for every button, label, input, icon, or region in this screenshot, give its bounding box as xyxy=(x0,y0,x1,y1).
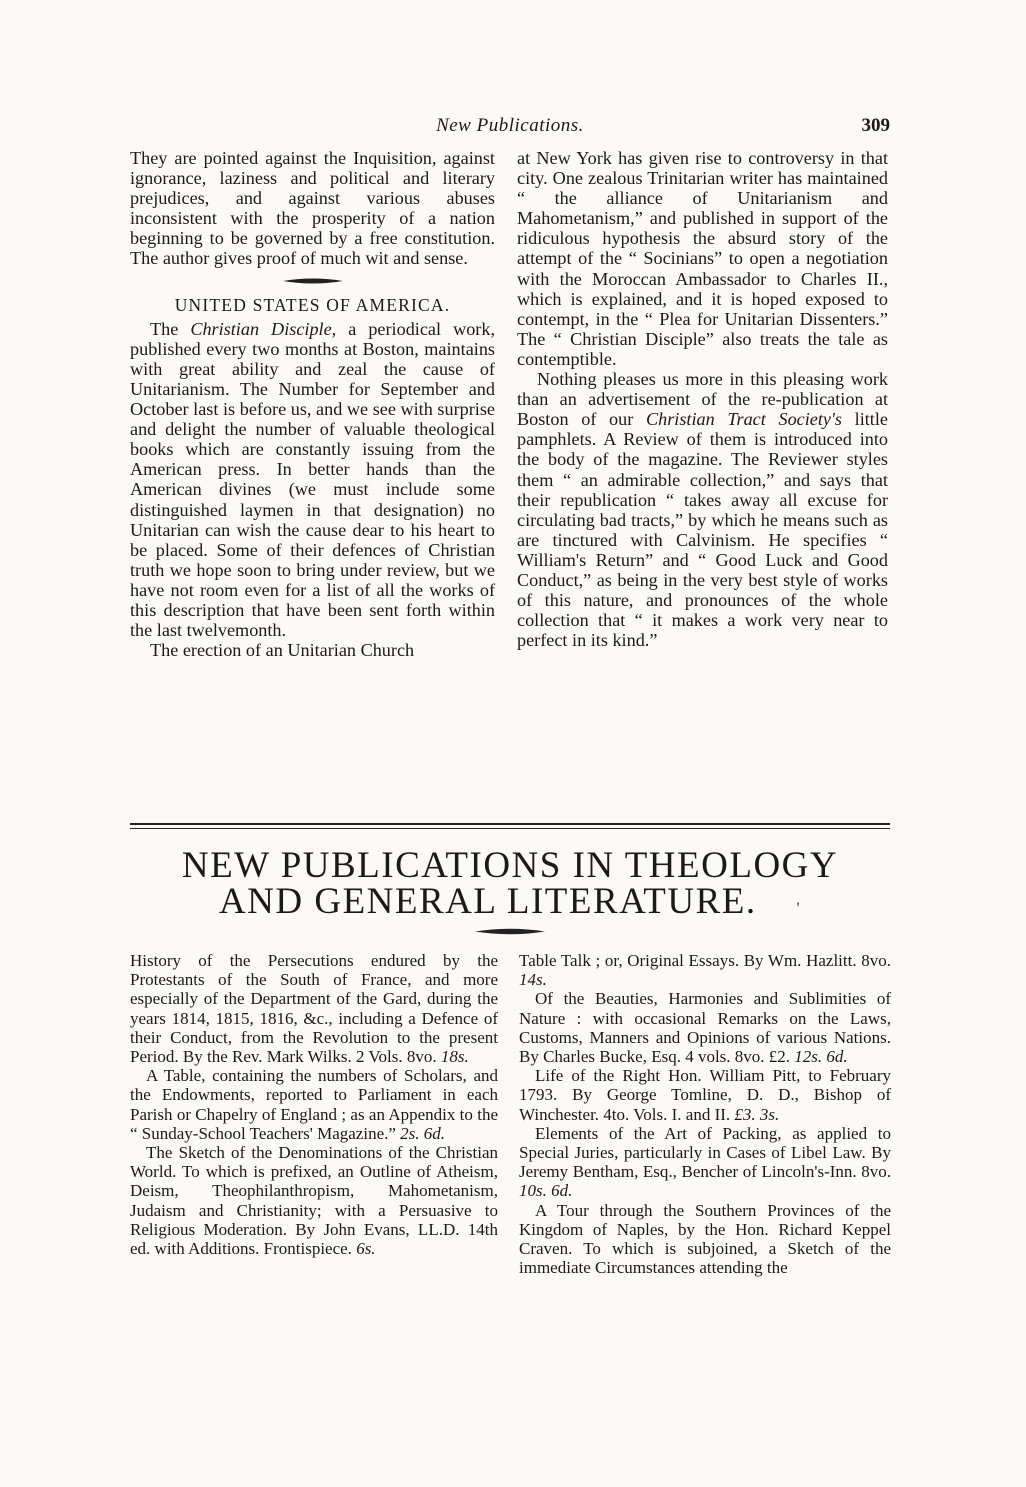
publication-entry: The Sketch of the Denominations of the Christian World. To which is prefixed, an Outline of Atheism, Deism, Theophilanthropism, Mahometanism, Judaism and Christianity; with a Persuasive to Religious Moderation. By John Evans, LL.D. 14th ed. with Additions. Frontispiece. 6s. xyxy=(130,1143,498,1259)
section-heading: UNITED STATES OF AMERICA. xyxy=(174,294,451,315)
publication-entry: Table Talk ; or, Original Essays. By Wm. Hazlitt. 8vo. 14s. xyxy=(519,951,891,990)
publication-entry: A Table, containing the numbers of Scholars, and the Endowments, reported to Parliament in each Parish or Chapelry of England ; as an Appendix to the “ Sunday-School Teachers' Magazine.” 2s. 6d. xyxy=(130,1066,498,1143)
christian-disciple-paragraph: The Christian Disciple, a periodical work, published every two months at Boston, maintains with great ability and zeal the cause of Unitarianism. The Number for September and October last is before us, and we see with surprise and delight the number of valuable theological books which are constantly issuing from the American press. In better hands than the American divines (we must include some distinguished laymen in that designation) no Unitarian can wish the cause dear to his heart to be placed. Some of their defences of Christian truth we hope soon to bring under review, but we have not room even for a list of all the works of this description that have been sent forth within the last twelvemonth. xyxy=(130,318,495,641)
publication-entry: History of the Persecutions endured by the Protestants of the South of France, and more especially of the Department of the Gard, during the years 1814, 1815, 1816, &c., including a Defence of their Conduct, from the Revolution to the present Period. By the Rev. Mark Wilks. 2 Vols. 8vo. 18s. xyxy=(130,951,498,1067)
running-head xyxy=(130,115,890,143)
page-number: 309 xyxy=(861,115,890,136)
title-ornament xyxy=(130,927,890,936)
publications-right-column xyxy=(519,951,891,1277)
top-right-column xyxy=(517,148,888,650)
publication-entry: Elements of the Art of Packing, as applied to Special Juries, particularly in Cases of Libel Law. By Jeremy Bentham, Esq., Bencher of Lincoln's-Inn. 8vo. 10s. 6d. xyxy=(519,1123,891,1201)
publication-entry: Life of the Right Hon. William Pitt, to February 1793. By George Tomline, D. D., Bishop of Winchester. 4to. Vols. I. and II. £3. 3s. xyxy=(519,1066,891,1124)
double-rule xyxy=(130,823,890,829)
publication-entry: A Tour through the Southern Provinces of the Kingdom of Naples, by the Hon. Richard Keppel Craven. To which is subjoined, a Sketch of the immediate Circumstances attending the xyxy=(519,1200,891,1278)
title-line-2: AND GENERAL LITERATURE. ' xyxy=(218,881,802,922)
section-title xyxy=(130,845,890,927)
tract-society-paragraph: Nothing pleases us more in this pleasing work than an advertisement of the re-publication at Boston of our Christian Tract Society's little pamphlets. A Review of them is introduced into the body of the magazine. The Reviewer styles them “ an admirable collection,” and says that their republication “ takes away all excuse for circulating bad tracts,” by which he means such as are tinctured with Calvinism. He specifies “ William's Return” and “ Good Luck and Good Conduct,” as being in the very best style of works of this nature, and pronounces of the whole collection that “ it makes a work very near to perfect in its kind.” xyxy=(517,369,888,651)
top-left-column xyxy=(130,148,495,660)
unitarian-church-paragraph-start: The erection of an Unitarian Church xyxy=(150,640,415,661)
publication-entry: Of the Beauties, Harmonies and Sublimities of Nature : with occasional Remarks on the Laws, Customs, Manners and Opinions of various Nations. By Charles Bucke, Esq. 4 vols. 8vo. £2. 12s. 6d. xyxy=(519,989,891,1067)
publications-left-column xyxy=(130,951,498,1258)
continuation-paragraph: at New York has given rise to controversy in that city. One zealous Trinitarian writer has maintained “ the alliance of Unitarianism and Mahometanism,” and published in support of the ridiculous hypothesis the absurd story of the attempt of the “ Socinians” to open a negotiation with the Moroccan Ambassador to Charles II., which is explained, and it is hoped exposed to contempt, in the “ Plea for Unitarian Dissenters.” The “ Christian Disciple” also treats the tale as contemptible. xyxy=(517,148,888,369)
running-title: New Publications. xyxy=(436,115,584,136)
title-line-1: NEW PUBLICATIONS IN THEOLOGY xyxy=(181,845,839,886)
divider-ornament xyxy=(130,277,495,285)
intro-paragraph: They are pointed against the Inquisition, against ignorance, laziness and political and literary prejudices, and against various abuses inconsistent with the prosperity of a nation beginning to be governed by a free constitution. The author gives proof of much wit and sense. xyxy=(130,148,495,269)
